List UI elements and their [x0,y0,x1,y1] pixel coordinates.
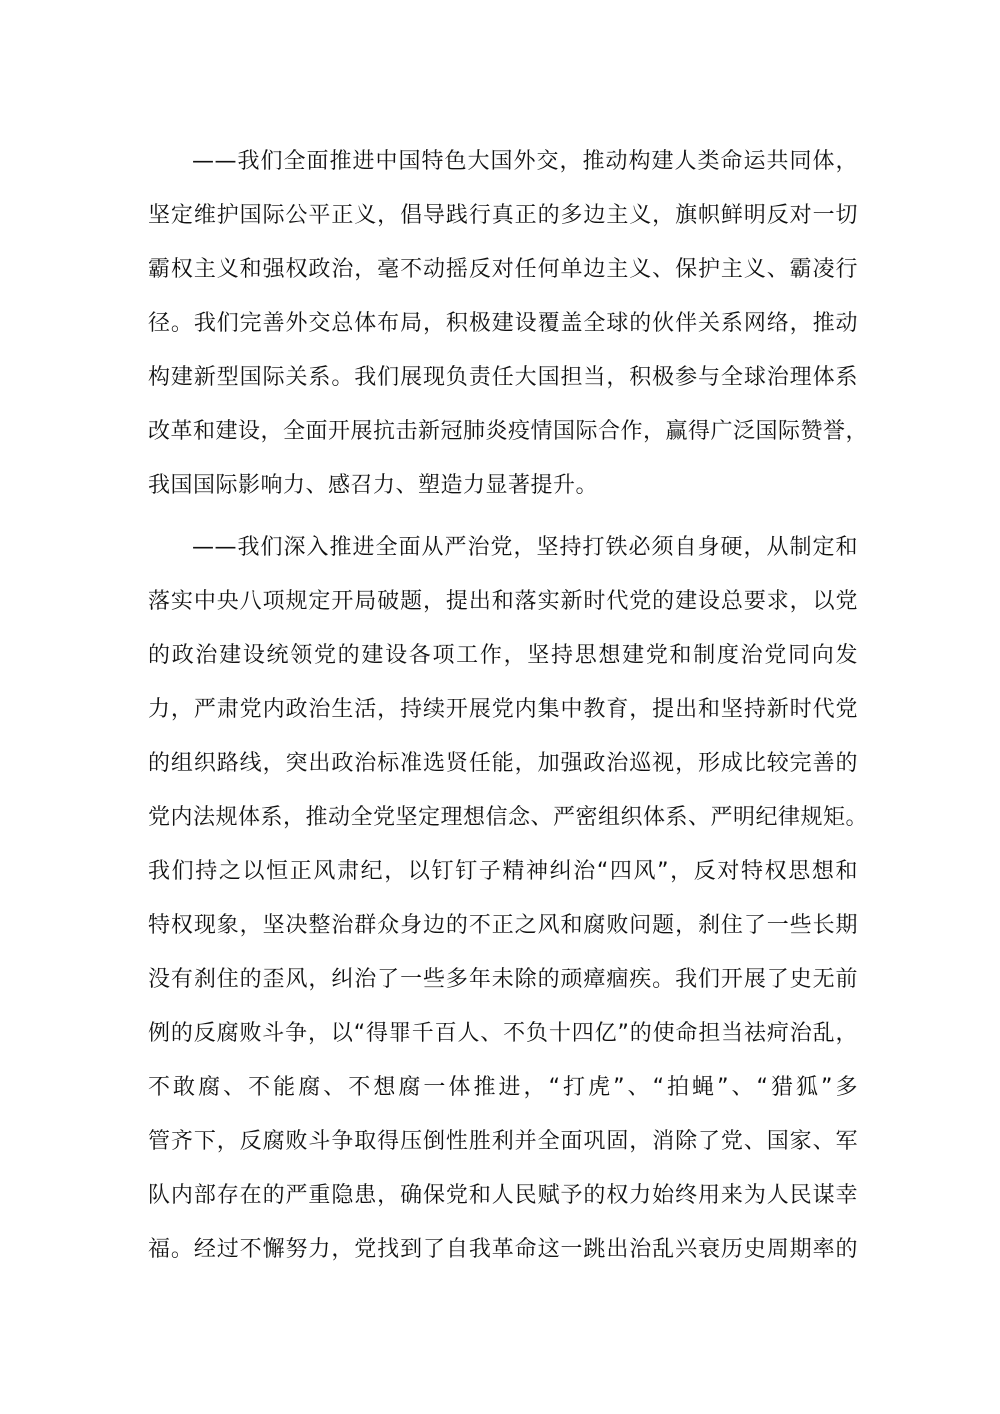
text-line: 的政治建设统领党的建设各项工作，坚持思想建党和制度治党同向发 [148,643,858,668]
paragraph-diplomacy [148,135,869,513]
text-line: 我们持之以恒正风肃纪，以钉钉子精神纠治“四风”，反对特权思想和 [148,859,858,884]
text-line: 队内部存在的严重隐患，确保党和人民赋予的权力始终用来为人民谋幸 [148,1183,858,1208]
text-line: 力，严肃党内政治生活，持续开展党内集中教育，提出和坚持新时代党 [148,697,858,722]
text-line: 霸权主义和强权政治，毫不动摇反对任何单边主义、保护主义、霸凌行 [148,257,858,282]
text-line: 党内法规体系，推动全党坚定理想信念、严密组织体系、严明纪律规矩。 [148,805,869,830]
text-line: ——我们全面推进中国特色大国外交，推动构建人类命运共同体， [192,149,858,174]
text-line: 没有刹住的歪风，纠治了一些多年未除的顽瘴痼疾。我们开展了史无前 [148,967,858,992]
text-line: 径。我们完善外交总体布局，积极建设覆盖全球的伙伴关系网络，推动 [148,311,858,336]
text-line: 福。经过不懈努力，党找到了自我革命这一跳出治乱兴衰历史周期率的 [148,1237,858,1262]
text-line: 我国国际影响力、感召力、塑造力显著提升。 [148,473,599,498]
text-line: 构建新型国际关系。我们展现负责任大国担当，积极参与全球治理体系 [148,365,858,390]
text-line: 坚定维护国际公平正义，倡导践行真正的多边主义，旗帜鲜明反对一切 [148,203,858,228]
text-line: 管齐下，反腐败斗争取得压倒性胜利并全面巩固，消除了党、国家、军 [148,1129,858,1154]
text-line: 落实中央八项规定开局破题，提出和落实新时代党的建设总要求，以党 [148,589,858,614]
text-line: 例的反腐败斗争，以“得罪千百人、不负十四亿”的使命担当祛疴治乱， [148,1021,858,1046]
text-line: ——我们深入推进全面从严治党，坚持打铁必须自身硬，从制定和 [192,535,858,560]
text-line: 特权现象，坚决整治群众身边的不正之风和腐败问题，刹住了一些长期 [148,913,858,938]
text-line: 不敢腐、不能腐、不想腐一体推进，“打虎”、“拍蝇”、“猎狐”多 [148,1075,858,1100]
paragraph-party-governance [148,521,869,1277]
text-line: 改革和建设，全面开展抗击新冠肺炎疫情国际合作，赢得广泛国际赞誉， [148,419,869,444]
text-line: 的组织路线，突出政治标准选贤任能，加强政治巡视，形成比较完善的 [148,751,858,776]
